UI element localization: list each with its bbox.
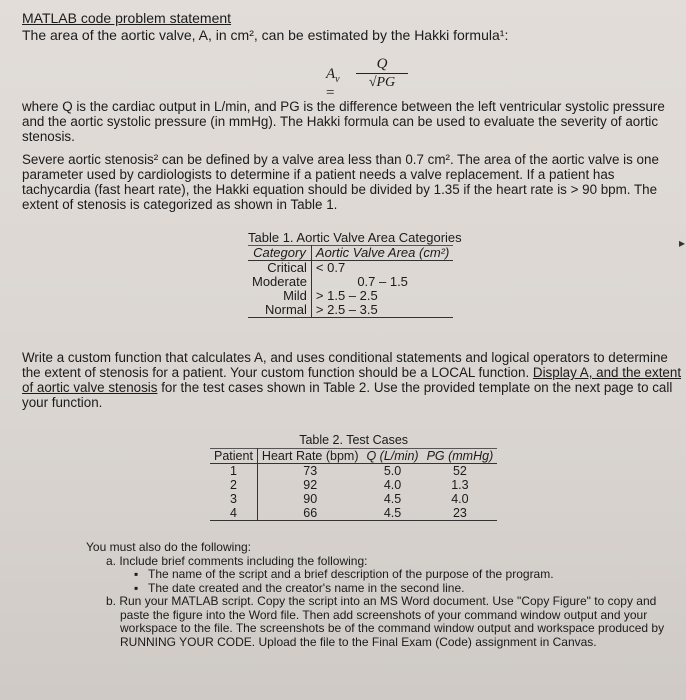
table2-cell: 3: [210, 492, 257, 506]
table1: [248, 230, 462, 318]
table-row: [210, 478, 497, 492]
table1-cell: Critical: [248, 261, 311, 276]
paragraph-definitions: where Q is the cardiac output in L/min, and PG is the difference between the left ventricular systolic pressure and the aortic systolic pressure (in mmHg). The Hakki formula can be used to evaluate the severity of aortic stenosis.: [22, 99, 665, 144]
table2-cell: 4: [210, 506, 257, 521]
formula-numerator: Q: [376, 56, 388, 72]
table2: [210, 433, 497, 521]
table2-cell: 52: [452, 464, 467, 478]
table1-header-category: Category: [248, 246, 311, 261]
task-underlined-text: Display A, and the extent of aortic valve stenosis: [22, 365, 682, 395]
page-title: MATLAB code problem statement: [22, 10, 232, 26]
table1-cell: Normal: [248, 303, 311, 318]
table2-cell: 4.5: [383, 492, 402, 506]
table2-cell: 1: [210, 464, 257, 479]
table1-cell: < 0.7: [315, 260, 346, 275]
table2-caption: Table 2. Test Cases: [299, 433, 409, 447]
fraction-bar: [356, 73, 408, 74]
table2-header-pg: PG (mmHg): [426, 449, 494, 463]
table1-caption: Table 1. Aortic Valve Area Categories: [248, 230, 462, 245]
table-row: [210, 464, 497, 479]
intro-text: The area of the aortic valve, A, in cm², can be estimated by the Hakki formula¹:: [22, 27, 509, 43]
table2-cell: 90: [303, 492, 318, 506]
table2-cell: 92: [303, 478, 318, 492]
table-row: [210, 506, 497, 521]
table2-grid: [210, 448, 497, 521]
table1-header-row: [248, 246, 453, 261]
table2-cell: 4.0: [451, 492, 469, 506]
formula-fraction: [356, 56, 408, 91]
table2-cell: 23: [423, 506, 498, 521]
table1-cell: > 2.5 – 3.5: [311, 303, 453, 318]
table2-header-hr: Heart Rate (bpm): [261, 449, 359, 463]
table-row: [248, 289, 453, 303]
table1-grid: [248, 245, 453, 318]
table1-cell: Moderate: [248, 275, 311, 289]
table-row: [248, 261, 453, 276]
table2-cell: 66: [257, 506, 362, 521]
requirements-list: [86, 541, 676, 649]
table-row: [248, 275, 453, 289]
table2-header-row: [210, 449, 497, 464]
table2-header-q: Q (L/min): [366, 449, 419, 463]
table1-cell: > 1.5 – 2.5: [315, 288, 378, 303]
table2-header-patient: Patient: [210, 449, 257, 464]
table2-cell: 2: [210, 478, 257, 492]
table2-cell: 4.0: [383, 478, 402, 492]
formula-denominator: √PG: [368, 75, 396, 90]
table1-header-area: Aortic Valve Area (cm²): [315, 245, 450, 260]
requirement-a1: ▪ The name of the script and a brief description of the purpose of the program.: [86, 568, 676, 582]
table-row: [248, 303, 453, 318]
requirement-a2: ▪ The date created and the creator's name in the second line.: [86, 582, 676, 596]
table-row: [210, 492, 497, 506]
paragraph-severity: Severe aortic stenosis² can be defined by a valve area less than 0.7 cm². The area of the aortic valve is one parameter used by cardiologists to determine if a patient needs a valve replacement. If a patient has tachycardia (fast heart rate), the Hakki equation should be divided by 1.35 if the heart rate is > 90 bpm. The extent of stenosis is categorized as shown in Table 1.: [22, 152, 659, 212]
table2-cell: 4.5: [362, 506, 422, 521]
table1-cell: 0.7 – 1.5: [357, 274, 408, 289]
requirement-a: a. Include brief comments including the following:: [106, 553, 368, 568]
table2-cell: 73: [303, 464, 318, 478]
formula-lhs: $A_v$ =: [326, 66, 340, 101]
cursor-arrow-icon: ▸: [679, 236, 686, 250]
table2-cell: 1.3: [451, 478, 469, 492]
paragraph-task: Write a custom function that calculates A, and uses conditional statements and logical operators to determine the extent of stenosis for a patient. Your custom function should be a LOCAL function. Display A, and the extent of aortic valve stenosis for the test cases shown in Table 2. Use the provided template on the next page to call your function.: [22, 350, 682, 410]
requirement-b: b. Run your MATLAB script. Copy the script into an MS Word document. Use "Copy Figure" to copy and paste the figure into the Word file. Then add screenshots of your command window output and your workspace to the file. The screenshots be of the command window output and workspace produced by RUNNING YOUR CODE. Upload the file to the Final Exam (Code) assignment in Canvas.: [106, 594, 665, 649]
requirements-lead: You must also do the following:: [86, 540, 251, 554]
table1-cell: Mild: [248, 289, 311, 303]
table2-cell: 5.0: [383, 464, 402, 478]
